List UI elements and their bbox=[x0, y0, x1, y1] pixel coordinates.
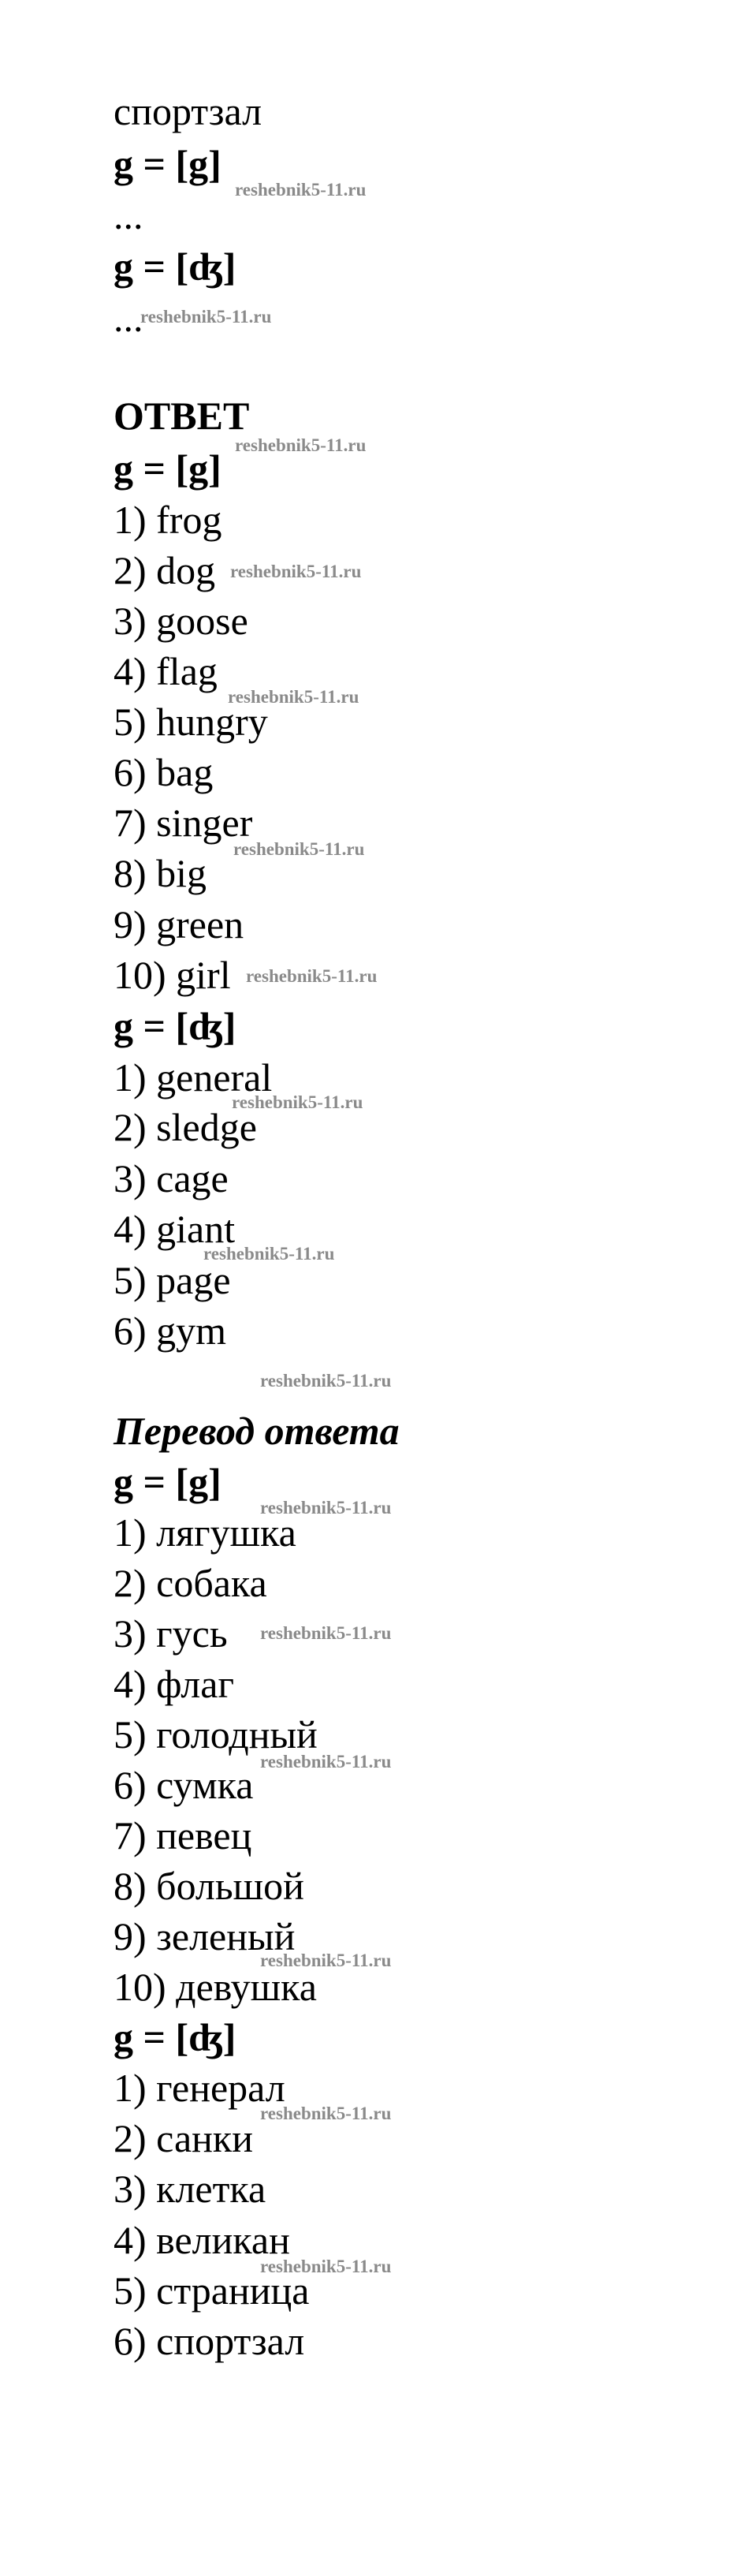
answer-hard-item: 4) flag bbox=[114, 649, 218, 693]
watermark: reshebnik5-11.ru bbox=[203, 1244, 335, 1264]
answer-hard-item: 5) hungry bbox=[114, 700, 268, 744]
translation-hard-item: 1) лягушка bbox=[114, 1510, 296, 1555]
translation-soft-item: 1) генерал bbox=[114, 2066, 285, 2110]
answer-hard-item: 6) bag bbox=[114, 750, 214, 794]
watermark: reshebnik5-11.ru bbox=[232, 1092, 363, 1112]
answer-soft-g-label: g = [ʤ] bbox=[114, 1004, 236, 1048]
translation-hard-g-label: g = [g] bbox=[114, 1460, 221, 1504]
answer-hard-item: 1) frog bbox=[114, 498, 222, 542]
answer-soft-item: 6) gym bbox=[114, 1309, 227, 1353]
translation-soft-g-label: g = [ʤ] bbox=[114, 2015, 236, 2059]
translation-heading: Перевод ответа bbox=[114, 1409, 400, 1453]
watermark: reshebnik5-11.ru bbox=[235, 180, 367, 200]
translation-hard-item: 6) сумка bbox=[114, 1763, 254, 1807]
translation-hard-item: 5) голодный bbox=[114, 1712, 318, 1757]
watermark: reshebnik5-11.ru bbox=[260, 1623, 392, 1643]
answer-soft-item: 4) giant bbox=[114, 1207, 236, 1251]
answer-hard-item: 3) goose bbox=[114, 599, 248, 643]
answer-soft-item: 3) cage bbox=[114, 1156, 229, 1200]
translation-hard-item: 7) певец bbox=[114, 1813, 252, 1857]
intro-word: спортзал bbox=[114, 89, 262, 133]
answer-hard-item: 10) girl bbox=[114, 953, 231, 997]
watermark: reshebnik5-11.ru bbox=[140, 307, 272, 327]
watermark: reshebnik5-11.ru bbox=[246, 966, 378, 986]
answer-soft-item: 2) sledge bbox=[114, 1105, 257, 1149]
translation-hard-item: 2) собака bbox=[114, 1561, 267, 1605]
translation-hard-item: 4) флаг bbox=[114, 1662, 234, 1706]
watermark: reshebnik5-11.ru bbox=[260, 1951, 392, 1970]
intro-soft-g-ellipsis: ... bbox=[114, 296, 143, 340]
watermark: reshebnik5-11.ru bbox=[260, 2104, 392, 2123]
translation-hard-item: 3) гусь bbox=[114, 1611, 228, 1656]
answer-hard-g-label: g = [g] bbox=[114, 446, 221, 491]
translation-hard-item: 10) девушка bbox=[114, 1965, 317, 2009]
translation-soft-item: 5) страница bbox=[114, 2268, 310, 2313]
intro-hard-g-label: g = [g] bbox=[114, 142, 221, 186]
answer-hard-item: 9) green bbox=[114, 902, 244, 946]
translation-hard-item: 8) большой bbox=[114, 1864, 304, 1908]
watermark: reshebnik5-11.ru bbox=[228, 687, 359, 707]
watermark: reshebnik5-11.ru bbox=[260, 1371, 392, 1391]
answer-hard-item: 8) big bbox=[114, 851, 207, 895]
answer-hard-item: 7) singer bbox=[114, 801, 253, 845]
answer-soft-item: 5) page bbox=[114, 1258, 231, 1302]
intro-soft-g-label: g = [ʤ] bbox=[114, 245, 236, 289]
answer-heading: ОТВЕТ bbox=[114, 394, 250, 438]
answer-soft-item: 1) general bbox=[114, 1055, 273, 1099]
translation-soft-item: 3) клетка bbox=[114, 2167, 266, 2211]
translation-soft-item: 2) санки bbox=[114, 2116, 253, 2160]
watermark: reshebnik5-11.ru bbox=[260, 2257, 392, 2276]
intro-hard-g-ellipsis: ... bbox=[114, 193, 143, 237]
answer-hard-item: 2) dog bbox=[114, 548, 216, 592]
watermark: reshebnik5-11.ru bbox=[233, 839, 365, 859]
translation-soft-item: 6) спортзал bbox=[114, 2319, 305, 2363]
watermark: reshebnik5-11.ru bbox=[260, 1752, 392, 1771]
translation-soft-item: 4) великан bbox=[114, 2218, 290, 2262]
watermark: reshebnik5-11.ru bbox=[260, 1498, 392, 1518]
translation-hard-item: 9) зеленый bbox=[114, 1914, 296, 1958]
watermark: reshebnik5-11.ru bbox=[230, 562, 362, 581]
watermark: reshebnik5-11.ru bbox=[235, 435, 367, 455]
